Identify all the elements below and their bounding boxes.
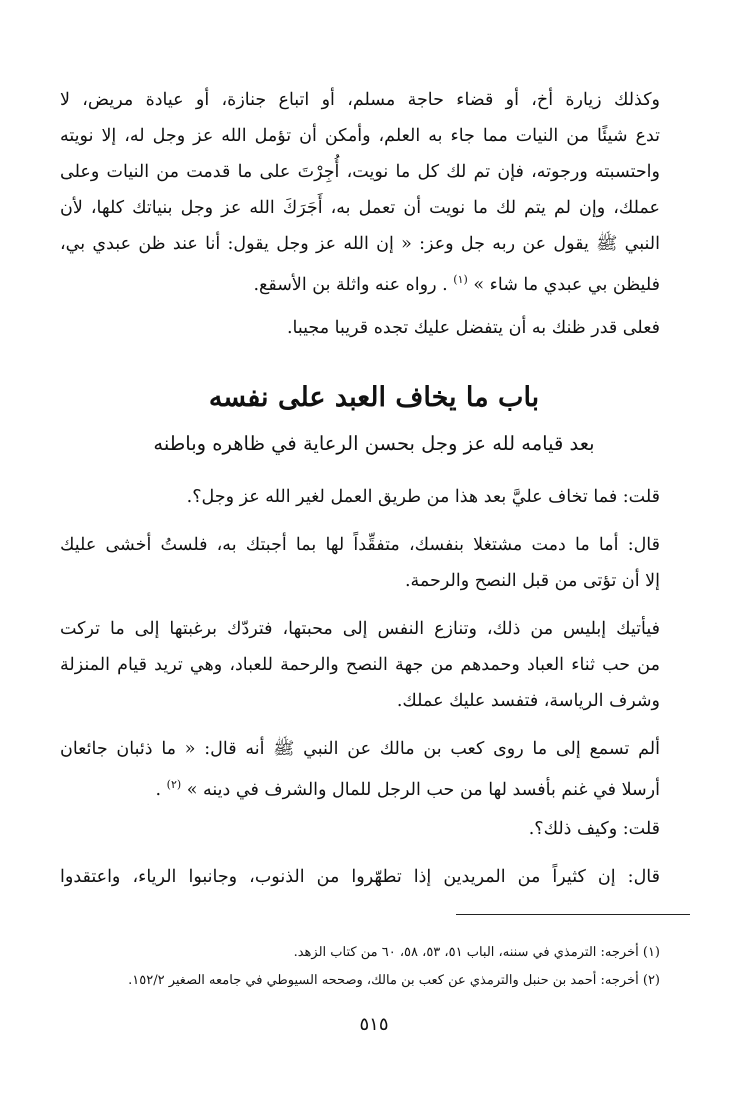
paragraph-6-line-2 (60, 770, 660, 805)
paragraph-1-line-6 (60, 265, 660, 300)
paragraph-1-line-2: تدع شيئًا من النيات مما جاء به العلم، وأمكن أن تؤمل الله عز وجل له، إلا نويته (60, 126, 660, 146)
chapter-subtitle: بعد قيامه لله عز وجل بحسن الرعاية في ظاهره وباطنه (153, 432, 595, 455)
paragraph-4-line-2: إلا أن تؤتى من قبل النصح والرحمة. (404, 571, 660, 591)
paragraph-5-line-2: من حب ثناء العباد وحمدهم من جهة النصح والرحمة للعباد، وهي تريد قيام المنزلة (60, 655, 660, 675)
paragraph-5-line-3: وشرف الرياسة، فتفسد عليك عملك. (396, 691, 660, 711)
footnote-separator (456, 914, 690, 915)
paragraph-1-line-5: النبي ﷺ يقول عن ربه جل وعز: « إن الله عز وجل يقول: أنا عند ظن عبدي بي، (60, 234, 660, 254)
paragraph-3-line-1: قلت: فما تخاف عليَّ بعد هذا من طريق العمل لغير الله عز وجل؟. (186, 487, 660, 507)
paragraph-2-line-1: فعلى قدر ظنك به أن يتفضل عليك تجده قريبا مجيبا. (286, 318, 660, 338)
paragraph-7-line-1: قلت: وكيف ذلك؟. (528, 819, 660, 839)
paragraph-1-line-3: واحتسبته ورجوته، فإن تم لك كل ما نويت، أُجِرْتَ على ما قدمت من النيات وعلى (60, 162, 660, 182)
paragraph-1-last-text: فليظن بي عبدي ما شاء » (473, 274, 660, 295)
chapter-title: باب ما يخاف العبد على نفسه (208, 382, 540, 413)
paragraph-1-last-tail: . رواه عنه واثلة بن الأسقع. (253, 274, 448, 295)
paragraph-1-line-4: عملك، وإن لم يتم لك ما نويت أن تعمل به، أَجَرَكَ الله عز وجل بنياتك كلها، لأن (60, 198, 660, 218)
paragraph-6-last-tail: . (155, 779, 162, 800)
paragraph-4-line-1: قال: أما ما دمت مشتغلا بنفسك، متفقِّداً لها بما أجبتك به، فلستُ أخشى عليك (60, 535, 660, 555)
paragraph-8-line-1: قال: إن كثيراً من المريدين إذا تطهّروا من الذنوب، وجانبوا الرياء، واعتقدوا (60, 867, 660, 887)
page-number: ٥١٥ (359, 1014, 389, 1035)
paragraph-1-line-1: وكذلك زيارة أخ، أو قضاء حاجة مسلم، أو اتباع جنازة، أو عيادة مريض، لا (60, 90, 660, 110)
paragraph-6-line-1: ألم تسمع إلى ما روى كعب بن مالك عن النبي ﷺ أنه قال: « ما ذئبان جائعان (60, 739, 660, 759)
footnote-ref-2[interactable]: (٢) (166, 778, 182, 791)
paragraph-5-line-1: فيأتيك إبليس من ذلك، وتنازع النفس إلى محبتها، فتردّك برغبتها إلى ما تركت (60, 619, 660, 639)
footnote-ref-1[interactable]: (١) (453, 273, 468, 286)
footnote-2: (٢) أخرجه: أحمد بن حنبل والترمذي عن كعب بن مالك، وصححه السيوطي في جامعه الصغير ١٥٢/٢. (128, 973, 660, 988)
paragraph-6-last-text: أرسلا في غنم بأفسد لها من حب الرجل للمال والشرف في دينه » (186, 779, 660, 800)
footnote-1: (١) أخرجه: الترمذي في سننه، الباب ٥١، ٥٣، ٥٨، ٦٠ من كتاب الزهد. (293, 945, 660, 960)
